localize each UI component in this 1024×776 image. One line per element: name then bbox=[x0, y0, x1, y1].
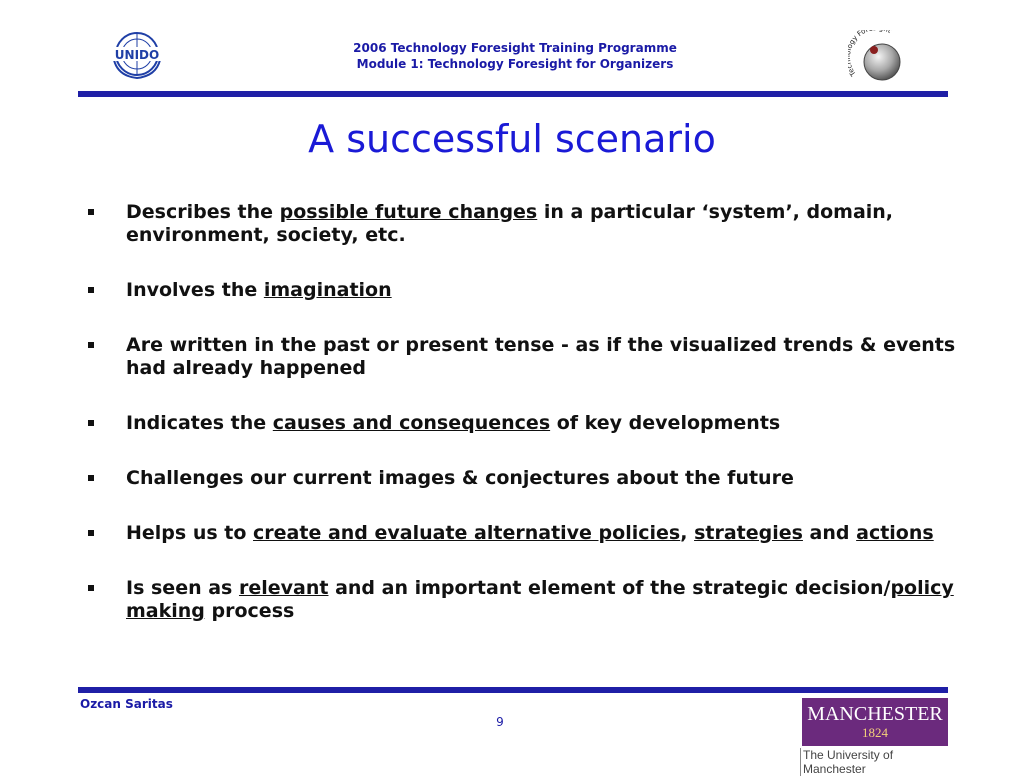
bullet-item bbox=[86, 577, 956, 623]
bullet-square-icon bbox=[88, 342, 94, 348]
manchester-subtitle: The University of Manchester bbox=[800, 748, 953, 776]
bullet-item bbox=[86, 522, 956, 545]
bullet-text: Describes the bbox=[126, 201, 280, 223]
university-of-manchester-logo bbox=[800, 698, 950, 776]
underlined-text: causes and consequences bbox=[272, 412, 551, 434]
header-text bbox=[280, 40, 750, 72]
underlined-text: imagination bbox=[263, 279, 392, 301]
bullet-text: Challenges our current images & conjectures about the future bbox=[126, 467, 794, 489]
bullet-square-icon bbox=[88, 209, 94, 215]
bullet-square-icon bbox=[88, 420, 94, 426]
page-number: 9 bbox=[496, 715, 504, 729]
bullet-text: Helps us to bbox=[126, 522, 254, 544]
bullet-item bbox=[86, 334, 956, 380]
bullet-item bbox=[86, 412, 956, 435]
header-line-1: 2006 Technology Foresight Training Programme bbox=[353, 41, 677, 55]
underlined-text: actions bbox=[856, 522, 934, 544]
bullet-text: and an important element of the strategic decision/ bbox=[328, 577, 891, 599]
bullet-text: Is seen as bbox=[126, 577, 239, 599]
bullet-text: Indicates the bbox=[126, 412, 273, 434]
sphere-icon bbox=[848, 30, 910, 88]
top-divider bbox=[78, 91, 948, 97]
bullet-square-icon bbox=[88, 530, 94, 536]
bullet-text: of key developments bbox=[550, 412, 781, 434]
header-line-2: Module 1: Technology Foresight for Organizers bbox=[356, 57, 674, 71]
bullet-square-icon bbox=[88, 287, 94, 293]
tf-logo-text: T gy Fo t bbox=[848, 30, 893, 78]
bullet-text: process bbox=[204, 600, 295, 622]
bullet-text: Involves the bbox=[126, 279, 264, 301]
unido-text: UNIDO bbox=[114, 48, 160, 62]
underlined-text: strategies bbox=[694, 522, 803, 544]
bullet-square-icon bbox=[88, 475, 94, 481]
bullet-item bbox=[86, 279, 956, 302]
un-emblem-icon bbox=[108, 30, 166, 80]
bullet-square-icon bbox=[88, 585, 94, 591]
technology-foresight-logo bbox=[848, 30, 910, 88]
author-name: Ozcan Saritas bbox=[80, 697, 173, 711]
manchester-name: MANCHESTER bbox=[807, 703, 943, 725]
bullet-item bbox=[86, 467, 956, 490]
underlined-text: create and evaluate alternative policies bbox=[253, 522, 681, 544]
bullet-list bbox=[86, 201, 956, 655]
slide-title: A successful scenario bbox=[308, 117, 716, 161]
bullet-text: Are written in the past or present tense - as if the visualized trends & events had already happened bbox=[126, 334, 956, 379]
underlined-text: relevant bbox=[238, 577, 329, 599]
bullet-text: in a particular ‘system’, domain, environment, society, etc. bbox=[126, 201, 894, 246]
underlined-text: policy making bbox=[126, 577, 954, 622]
bottom-divider bbox=[78, 687, 948, 693]
unido-logo bbox=[108, 30, 166, 80]
manchester-crest-box bbox=[802, 698, 948, 746]
bullet-text: , bbox=[680, 522, 695, 544]
bullet-text: and bbox=[802, 522, 857, 544]
underlined-text: possible future changes bbox=[279, 201, 538, 223]
bullet-item bbox=[86, 201, 956, 247]
manchester-year: 1824 bbox=[862, 725, 888, 740]
